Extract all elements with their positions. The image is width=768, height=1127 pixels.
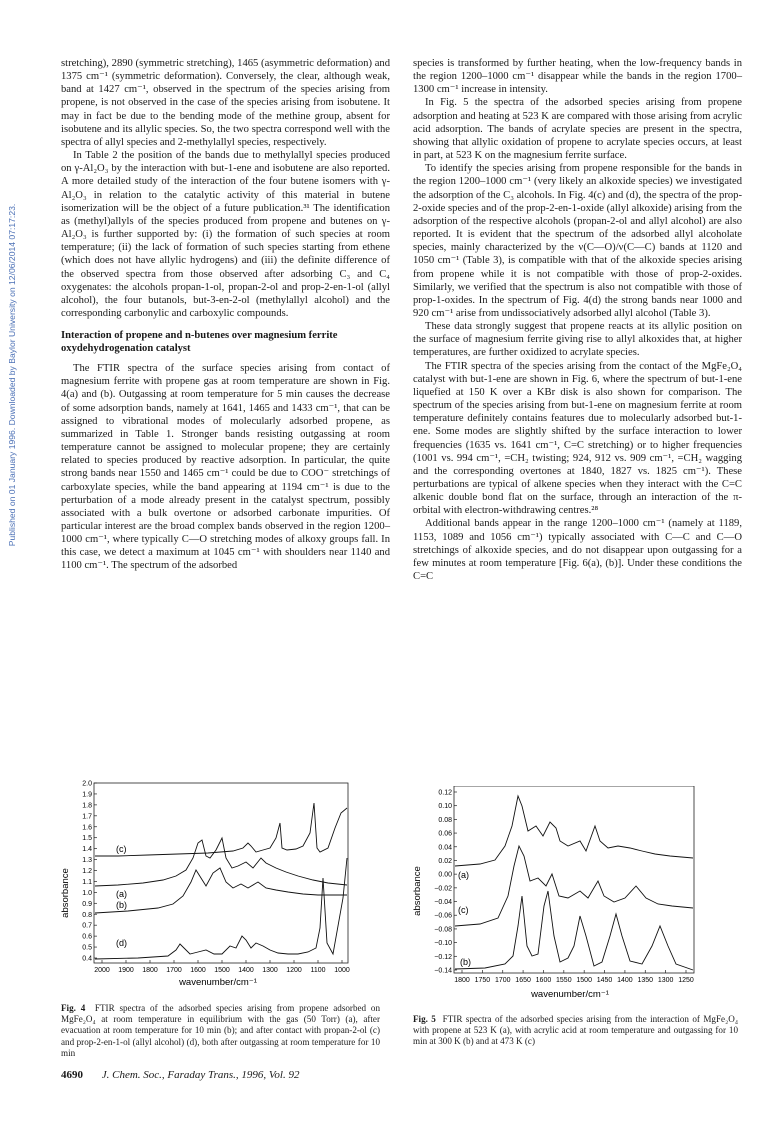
fig5-xtick-label: 1350 — [637, 977, 654, 984]
fig5-curve-c — [455, 846, 693, 926]
fig5-ytick-label: 0.00 — [438, 871, 452, 879]
fig4-ytick-label: 1.6 — [82, 824, 92, 832]
fig4-ylabel: absorbance — [60, 868, 71, 918]
paragraph: Additional bands appear in the range 1200–1000 cm⁻¹ (namely at 1189, 1153, 1089 and 1056 cm⁻¹) typically associated with C—C and C—O stretchings of alkoxide species, and do not disappear upon outgassing for a few minutes at room temperature [Fig. 6(a), (b)]. Under these conditions the C=C — [413, 518, 742, 583]
fig4-xtick-label: 1300 — [262, 967, 278, 974]
fig5-ytick-label: −0.10 — [434, 940, 452, 948]
fig5-ylabel: absorbance — [412, 866, 423, 916]
fig4-plot-area — [94, 783, 348, 963]
fig5-label-a: (a) — [458, 870, 469, 880]
fig4-ytick-label: 1.7 — [82, 813, 92, 821]
fig5-xtick-label: 1500 — [576, 977, 592, 984]
fig4-label-a: (a) — [116, 889, 127, 899]
fig4-ytick-label: 0.7 — [82, 922, 92, 930]
fig5-ytick-label: 0.02 — [438, 857, 452, 865]
fig5-caption-head: Fig. 5 — [413, 1014, 436, 1024]
fig5-ytick-label: 0.06 — [438, 830, 452, 838]
fig5-ytick-label: −0.02 — [434, 885, 452, 893]
fig4-caption — [61, 1003, 380, 1059]
fig4-ytick-label: 2.0 — [82, 780, 92, 788]
fig5-xtick-label: 1800 — [454, 977, 470, 984]
fig5-label-b: (b) — [460, 957, 471, 967]
paragraph: The FTIR spectra of the species arising from the contact of the MgFe₂O₄ catalyst with but-1-ene are shown in Fig. 6, where the spectrum of but-1-ene liquefied at 150 K over a KBr disk is also shown for comparison. The spectrum of the species arising from but-1-ene on magnesium ferrite at room temperature definitely contains features due to molecularly adsorbed but-1-ene. Some modes are slightly shifted by the surface interaction to lower frequencies (1635 vs. 1641 cm⁻¹, C=C stretching) or to higher frequencies (1001 vs. 994 cm⁻¹, =CH₂ twisting; 924, 912 vs. 909 cm⁻¹, =CH₂ wagging and the corresponding overtones at 1840, 1827 vs. 1825 cm⁻¹). These perturbations are typical of alkene species when they interact with the C=C alkenic double bond flat on the surface, through an interaction of the π-orbital with electron-withdrawing centres.²⁸ — [413, 360, 742, 517]
fig4-ytick-label: 1.8 — [82, 802, 92, 810]
fig4-caption-text: FTIR spectra of the adsorbed species arising from propene adsorbed on MgFe₂O₄ at room temperature in equilibrium with the gas (50 Torr) (a), after evacuation at room temperature for 10 min (b); and after contact with propan-2-ol (c) and prop-2-en-1-ol (allyl alcohol) (d), both after outgassing at room temperature for 10 min — [61, 1003, 380, 1058]
fig5-curve-b — [455, 891, 693, 970]
fig5-xtick-label: 1300 — [657, 977, 674, 984]
fig5-curve-a — [455, 796, 693, 866]
fig5-ytick-label: −0.04 — [434, 899, 452, 907]
fig4-xtick-label: 1800 — [142, 967, 158, 974]
fig4-ytick-label: 1.9 — [82, 791, 92, 799]
fig5-caption — [413, 1014, 738, 1048]
fig4-label-b: (b) — [116, 900, 127, 910]
page-number: 4690 — [61, 1069, 83, 1081]
fig5-xtick-label: 1700 — [494, 977, 511, 984]
fig5-xtick-label: 1550 — [556, 977, 572, 984]
fig5-xtick-label: 1650 — [515, 977, 531, 984]
fig5-xtick-label: 1250 — [678, 977, 694, 984]
fig5-ytick-label: −0.06 — [434, 912, 452, 920]
fig4-xtick-label: 2000 — [94, 967, 110, 974]
fig4-curve-c — [95, 803, 347, 856]
fig4-xtick-label: 1000 — [334, 967, 350, 974]
fig4-ytick-label: 1.2 — [82, 868, 92, 875]
fig4-curve-a — [95, 838, 347, 886]
fig4-ytick-label: 0.9 — [82, 900, 92, 908]
fig4-xtick-label: 1200 — [286, 967, 302, 974]
download-watermark: Published on 01 January 1996. Downloaded by Baylor University on 12/06/2014 07:17:23. — [7, 203, 17, 547]
fig5-ytick-label: 0.08 — [438, 816, 452, 824]
fig4-xtick-label: 1400 — [238, 967, 254, 974]
page-footer — [61, 1069, 299, 1081]
figure-4 — [58, 778, 358, 996]
fig4-label-d: (d) — [116, 938, 127, 948]
fig5-xtick-label: 1400 — [617, 977, 633, 984]
fig5-ytick-label: 0.10 — [438, 803, 452, 811]
right-column — [413, 57, 742, 583]
fig5-ytick-label: −0.12 — [434, 953, 452, 961]
fig4-xtick-label: 1600 — [190, 967, 206, 974]
left-column — [61, 57, 390, 573]
fig5-xtick-label: 1750 — [474, 977, 491, 984]
fig4-xtick-label: 1700 — [166, 967, 182, 974]
journal-ref: J. Chem. Soc., Faraday Trans., 1996, Vol. 92 — [101, 1069, 300, 1081]
paragraph: In Table 2 the position of the bands due to methylallyl species produced on γ-Al₂O₃ by the interaction with but-1-ene and isobutene are also reported. A more detailed study of the interaction of the four butene isomers with γ-Al₂O₃ in relation to the catalytic activity of this material in butene isomerization will be the object of a future publication.³¹ The identification as (methyl)allyls of the species produced from propene and butenes on γ-Al₂O₃ is further supported by: (i) the formation of such species at room temperature; (ii) the lack of formation of such species starting from ethene (which does not have allylic hydrogens) and (iii) the definite difference of the observed spectra from those observed after adsorbing C₃ and C₄ oxygenates: the alcohols propan-1-ol, propan-2-ol and prop-2-en-1-ol (allyl alcohol), the four butanols, but-3-en-2-ol (methylallyl alcohol) and the corresponding carbonylic and carboxylic compounds. — [61, 150, 390, 319]
paragraph: These data strongly suggest that propene reacts at its allylic position on the surface of magnesium ferrite giving rise to allyl alkoxides that, at higher temperatures, are further oxidized to acrylate species. — [413, 321, 742, 359]
fig4-label-c: (c) — [116, 844, 127, 854]
paragraph: In Fig. 5 the spectra of the adsorbed species arising from propene adsorption and heating at 523 K are compared with those arising from acrylic acid adsorption. The bands of acrylate species are present in the spectra, showing that allylic oxidation of propene to acrylate species occurs, at least in part, at 523 K on the magnesium ferrite surface. — [413, 97, 742, 162]
fig5-xtick-label: 1600 — [535, 977, 552, 984]
fig4-ytick-label: 1.5 — [82, 835, 92, 843]
paragraph: The FTIR spectra of the surface species arising from contact of magnesium ferrite with propene gas at room temperature are shown in Fig. 4(a) and (b). Outgassing at room temperature for 5 min causes the decrease of some adsorption bands, namely at 1641, 1465 and 1433 cm⁻¹, that can be assigned to vibrational modes of molecularly adsorbed propene, as summarized in Table 1. Stronger bands resisting outgassing at room temperature cannot be assigned to molecular propene; they are certainly related to species produced by reactive adsorption. In particular, the quite strong bands near 1550 and 1465 cm⁻¹ could be due to COO⁻ stretchings of carboxylate species, while the band appearing at 1194 cm⁻¹ is due to the perturbation of a mode already present in the catalyst spectrum, possibly associated with a bulk overtone or adsorbed carbonate impurities. Of particular interest are the broad complex bands observed in the region 1200–1000 cm⁻¹, where typically C—O stretching modes of alkoxy groups fall. In this case, we detect a maximum at 1045 cm⁻¹ with shoulders near 1140 and 1100 cm⁻¹. The spectrum of the adsorbed — [61, 363, 390, 572]
fig4-curve-b — [95, 868, 347, 913]
fig4-ytick-label: 0.6 — [82, 933, 92, 941]
fig4-ytick-label: 0.8 — [82, 911, 92, 919]
fig4-xlabel: wavenumber/cm⁻¹ — [179, 977, 257, 988]
paragraph: stretching), 2890 (symmetric stretching), 1465 (asymmetric deformation) and 1375 cm⁻¹ (symmetric deformation). Conversely, the clear, although weak, band at 1427 cm⁻¹, observed in the spectrum of the species arising from propene, is not observed in the case of the species arising from isobutene. It may in fact be due to the bending mode of the methine group, absent for isobutene and its allylic species. So, the two spectra correspond well with the spectra of allyl species and 2-methylallyl species, respectively. — [61, 58, 390, 148]
fig4-xtick-label: 1500 — [214, 967, 230, 974]
paragraph: To identify the species arising from propene responsible for the bands in the region 1200–1000 cm⁻¹ (very likely an alkoxide species) we investigated the adsorption of the C₃ alcohols. In Fig. 4(c) and (d), the spectra of the prop-2-oxide species and of the prop-2-en-1-oxide (allyl alkoxide) arising from the adsorption of the respective alcohols (propan-2-ol and allyl alcohol) are also reported. It is evident that the spectrum of the adsorbed allyl alcoholate species, mainly characterized by the ν(C—O)/ν(C—C) bands at 1120 and 1050 cm⁻¹ (Table 3), is compatible with that of the alkoxide species arising from propene while it is not compatible with those of prop-2-oxides. Similarly, we verified that the spectrum is also not compatible with those of prop-1-oxides. In the spectrum of Fig. 4(d) the strong bands near 1000 and 920 cm⁻¹ arise from undissociatively adsorbed allyl alcohol (Table 3). — [413, 163, 742, 319]
fig5-xtick-label: 1450 — [596, 977, 613, 984]
fig5-caption-text: FTIR spectra of the adsorbed species arising from the interaction of MgFe₂O₄ with propene at 523 K (a), with acrylic acid at room temperature and outgassing for 10 min at 300 K (b) and at 473 K (c) — [413, 1014, 738, 1047]
section-heading: Interaction of propene and n-butenes over magnesium ferrite oxydehydrogenation catalyst — [61, 330, 338, 355]
fig5-ytick-label: −0.08 — [434, 926, 452, 934]
fig4-ytick-label: 1.4 — [82, 846, 92, 854]
fig4-xtick-label: 1100 — [310, 967, 326, 974]
fig5-xlabel: wavenumber/cm⁻¹ — [531, 989, 609, 1000]
fig4-ytick-label: 1.3 — [82, 857, 92, 865]
figure-5 — [410, 786, 740, 1008]
paragraph: species is transformed by further heating, when the low-frequency bands in the region 1200–1000 cm⁻¹ disappear while the bands in the region 1700–1300 cm⁻¹ increase in intensity. — [413, 58, 742, 96]
fig5-label-c: (c) — [458, 905, 469, 915]
fig5-ytick-label: 0.04 — [438, 844, 452, 852]
fig4-ytick-label: 0.5 — [82, 944, 92, 952]
fig4-xtick-label: 1900 — [118, 967, 134, 974]
fig4-curve-d — [95, 858, 347, 959]
fig5-ytick-label: −0.14 — [434, 967, 452, 975]
fig4-ytick-label: 1.1 — [82, 878, 92, 886]
fig5-ytick-label: 0.12 — [438, 789, 452, 797]
fig4-ytick-label: 0.4 — [82, 955, 92, 963]
fig4-caption-head: Fig. 4 — [61, 1003, 86, 1013]
fig4-ytick-label: 1.0 — [82, 889, 92, 897]
